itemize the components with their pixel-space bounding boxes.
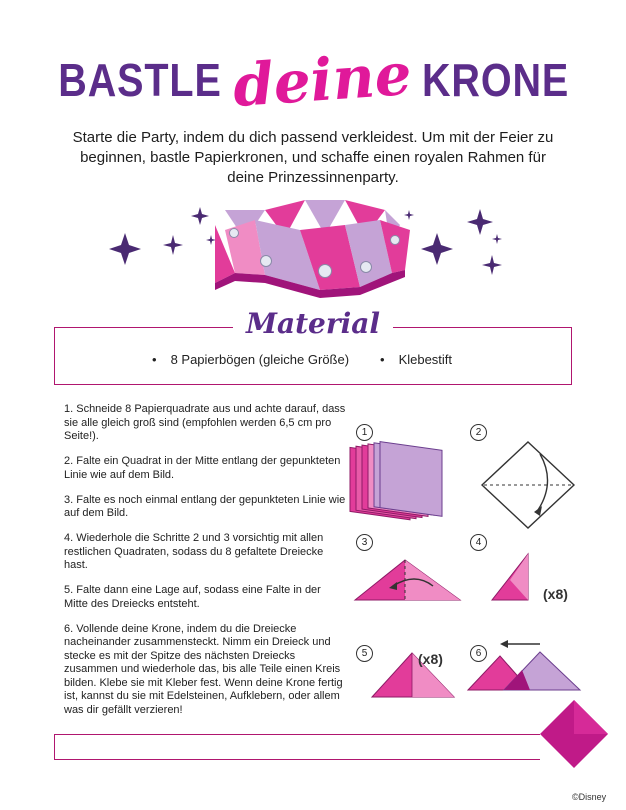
step-number-3: 3 [356, 534, 373, 551]
title-word-bastle: BASTLE [58, 54, 222, 106]
bottom-frame-bar [54, 734, 540, 760]
bullet: • [380, 352, 385, 367]
material-heading: Material [233, 304, 393, 344]
step-number-1: 1 [356, 424, 373, 441]
sparkle-icon [109, 207, 216, 265]
instruction-step: 4. Wiederhole die Schritte 2 und 3 vorsichtig mit allen restlichen Quadraten, sodass du 8 gefaltete Dreiecke hast. [64, 532, 324, 571]
page-title [0, 39, 626, 121]
sparkle-icon [404, 209, 502, 275]
material-item-paper: 8 Papierbögen (gleiche Größe) [170, 352, 350, 367]
title-word-krone: KRONE [422, 54, 570, 106]
crown-illustration [0, 195, 626, 315]
material-item [380, 352, 452, 367]
instruction-step: 5. Falte dann eine Lage auf, sodass eine Falte in der Mitte des Dreiecks entsteht. [64, 584, 321, 610]
multiplier-label: (x8) [543, 586, 568, 602]
material-item [152, 352, 349, 367]
step-number-6: 6 [470, 645, 487, 662]
crown-front [215, 220, 410, 298]
instruction-step: 3. Falte es noch einmal entlang der gepunkteten Linie wie auf dem Bild. [64, 493, 346, 519]
instruction-step: 6. Vollende deine Krone, indem du die Dreiecke nacheinander zusammensteckt. Nimm ein Dreieck und stecke es mit der Spitze des nächsten Dreiecks zusammen und wiederhole das, bis alle Teile einen Kreis bilden. Klebe sie mit Kleber fest. Wenn deine Krone fertig ist, kannst du sie mit Edelsteinen, Aufklebern, oder allem was dir gefällt verzieren! [64, 622, 343, 716]
step4-triangle [488, 550, 548, 610]
instruction-step: 1. Schneide 8 Papierquadrate aus und achte darauf, dass sie alle gleich groß sind (empfohlen werden 6,5 cm pro Seite!). [64, 403, 346, 442]
step-number-5: 5 [356, 645, 373, 662]
diamond-icon [536, 696, 612, 772]
step2-fold-diagram [478, 440, 578, 530]
bullet: • [152, 352, 157, 367]
step1-paper-stack [340, 440, 470, 530]
step6-assembly [464, 636, 584, 696]
step3-fold-diagram [345, 550, 475, 610]
copyright-notice: ©Disney [572, 792, 607, 802]
instructions-list [64, 403, 346, 729]
step-number-4: 4 [470, 534, 487, 551]
intro-text: Starte die Party, indem du dich passend verkleidest. Um mit der Feier zu beginnen, bastle Papierkronen, und schaffe einen royalen Rahmen für deine Prinzessinnenparty. [72, 129, 554, 186]
multiplier-label: (x8) [418, 651, 443, 667]
step5-triangle [368, 645, 458, 705]
instruction-step: 2. Falte ein Quadrat in der Mitte entlang der gepunkteten Linie wie auf dem Bild. [64, 455, 341, 481]
material-item-glue: Klebestift [398, 352, 453, 367]
title-word-deine: deine [231, 39, 414, 121]
step-number-2: 2 [470, 424, 487, 441]
